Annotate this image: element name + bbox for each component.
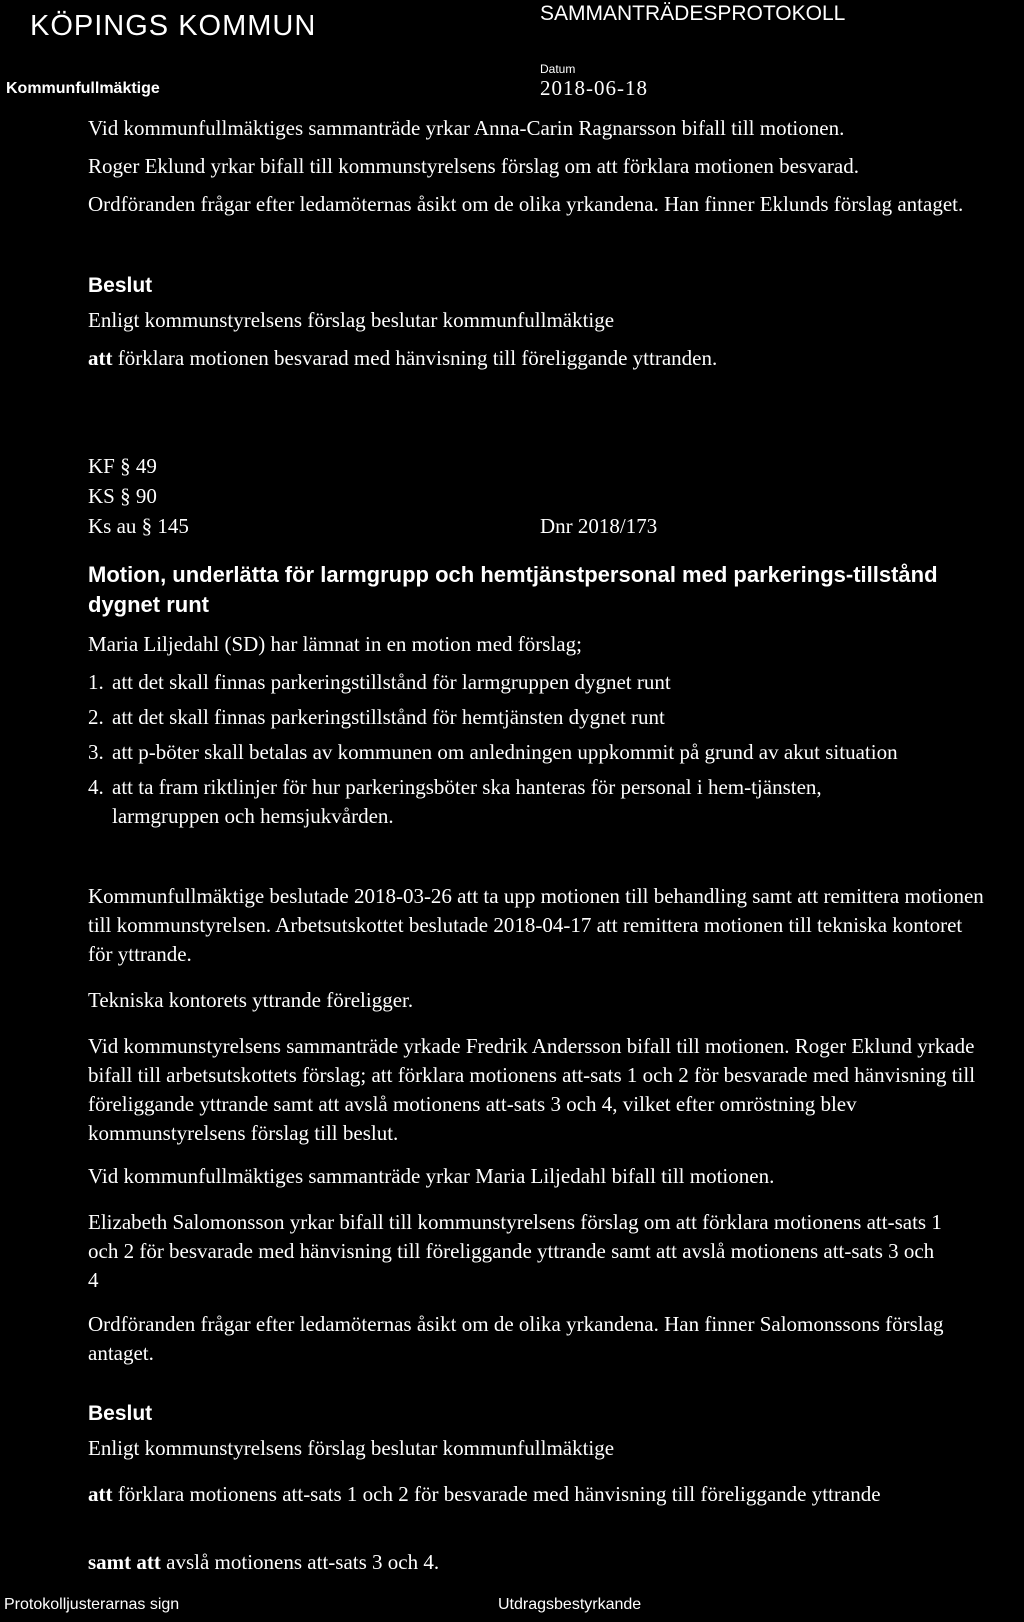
decision-heading: Beslut [88,1402,153,1425]
date-label: Datum [540,62,576,76]
decision-text-2 [88,1548,978,1577]
decision-body-2: avslå motionens att-sats 3 och 4. [166,1550,440,1574]
paragraph: Ordföranden frågar efter ledamöternas åsikt om de olika yrkandena. Han finner Eklunds förslag antaget. [88,192,964,216]
paragraph: Vid kommunfullmäktiges sammanträde yrkar Anna-Carin Ragnarsson bifall till motionen. [88,116,845,140]
samt-att-keyword: samt att [88,1550,161,1574]
case-title: Motion, underlätta för larmgrupp och hemtjänstpersonal med parkerings-tillstånd dygnet runt [88,562,938,617]
list-text: att ta fram riktlinjer för hur parkeringsböter ska hanteras för personal i hem-tjänsten, larmgruppen och hemsjukvården. [112,775,822,828]
list-text: att det skall finnas parkeringstillstånd för larmgruppen dygnet runt [112,670,671,694]
decision-body: förklara motionens att-sats 1 och 2 för besvarade med hänvisning till föreliggande yttrande [117,1482,881,1506]
certification-label: Utdragsbestyrkande [498,1596,642,1613]
committee-name: Kommunfullmäktige [6,80,160,97]
paragraph-history: Kommunfullmäktige beslutade 2018-03-26 att ta upp motionen till behandling samt att remittera motionen till kommunstyrelsen. Arbetsutskottet beslutade 2018-04-17 att remittera motionen till tekniska kontoret för yttrande. [88,884,984,966]
reference-ks: KS § 90 [88,484,157,508]
signature-label: Protokolljusterarnas sign [4,1596,180,1613]
list-number: 2. [88,705,104,729]
list-item [88,738,948,767]
list-number: 4. [88,775,104,799]
reference-ksau: Ks au § 145 [88,514,189,538]
dnr: Dnr 2018/173 [540,514,658,538]
att-keyword: att [88,1482,113,1506]
list-text: att p-böter skall betalas av kommunen om anledningen uppkommit på grund av akut situation [112,740,898,764]
motion-intro: Maria Liljedahl (SD) har lämnat in en motion med förslag; [88,632,582,656]
paragraph: Roger Eklund yrkar bifall till kommunstyrelsens förslag om att förklara motionen besvarad. [88,154,859,178]
list-text: att det skall finnas parkeringstillstånd för hemtjänsten dygnet runt [112,705,665,729]
paragraph-statement: Tekniska kontorets yttrande föreligger. [88,988,414,1012]
reference-kf: KF § 49 [88,454,157,478]
list-number: 1. [88,670,104,694]
decision-intro: Enligt kommunstyrelsens förslag beslutar kommunfullmäktige [88,1436,615,1460]
decision-intro: Enligt kommunstyrelsens förslag beslutar kommunfullmäktige [88,308,615,332]
paragraph-salomonsson: Elizabeth Salomonsson yrkar bifall till kommunstyrelsens förslag om att förklara motionens att-sats 1 och 2 för besvarade med hänvisning till föreliggande yttrande samt att avslå motionens att-sats 3 och 4 [88,1210,942,1292]
list-item [88,773,948,831]
municipality-name: KÖPINGS KOMMUN [30,10,317,42]
paragraph-chair: Ordföranden frågar efter ledamöternas åsikt om de olika yrkandena. Han finner Salomonssons förslag antaget. [88,1312,944,1365]
paragraph-kf-meeting: Vid kommunfullmäktiges sammanträde yrkar Maria Liljedahl bifall till motionen. [88,1164,775,1188]
list-number: 3. [88,740,104,764]
list-item [88,668,948,697]
decision-text [88,1480,978,1509]
decision-body: förklara motionen besvarad med hänvisning till föreliggande yttranden. [117,346,718,370]
decision-heading: Beslut [88,274,153,297]
paragraph-ks-meeting: Vid kommunstyrelsens sammanträde yrkade Fredrik Andersson bifall till motionen. Roger Eklund yrkade bifall till arbetsutskottets förslag; att förklara motionens att-sats 1 och 2 för besvarade med hänvisning till föreliggande yttrande samt att avslå motionens att-sats 3 och 4, vilket efter omröstning blev kommunstyrelsens förslag till beslut. [88,1034,976,1145]
list-item [88,703,948,732]
proposal-list [88,668,948,831]
document-type: SAMMANTRÄDESPROTOKOLL [540,2,846,25]
meeting-date: 2018-06-18 [540,76,648,100]
decision-text [88,344,988,373]
att-keyword: att [88,346,113,370]
